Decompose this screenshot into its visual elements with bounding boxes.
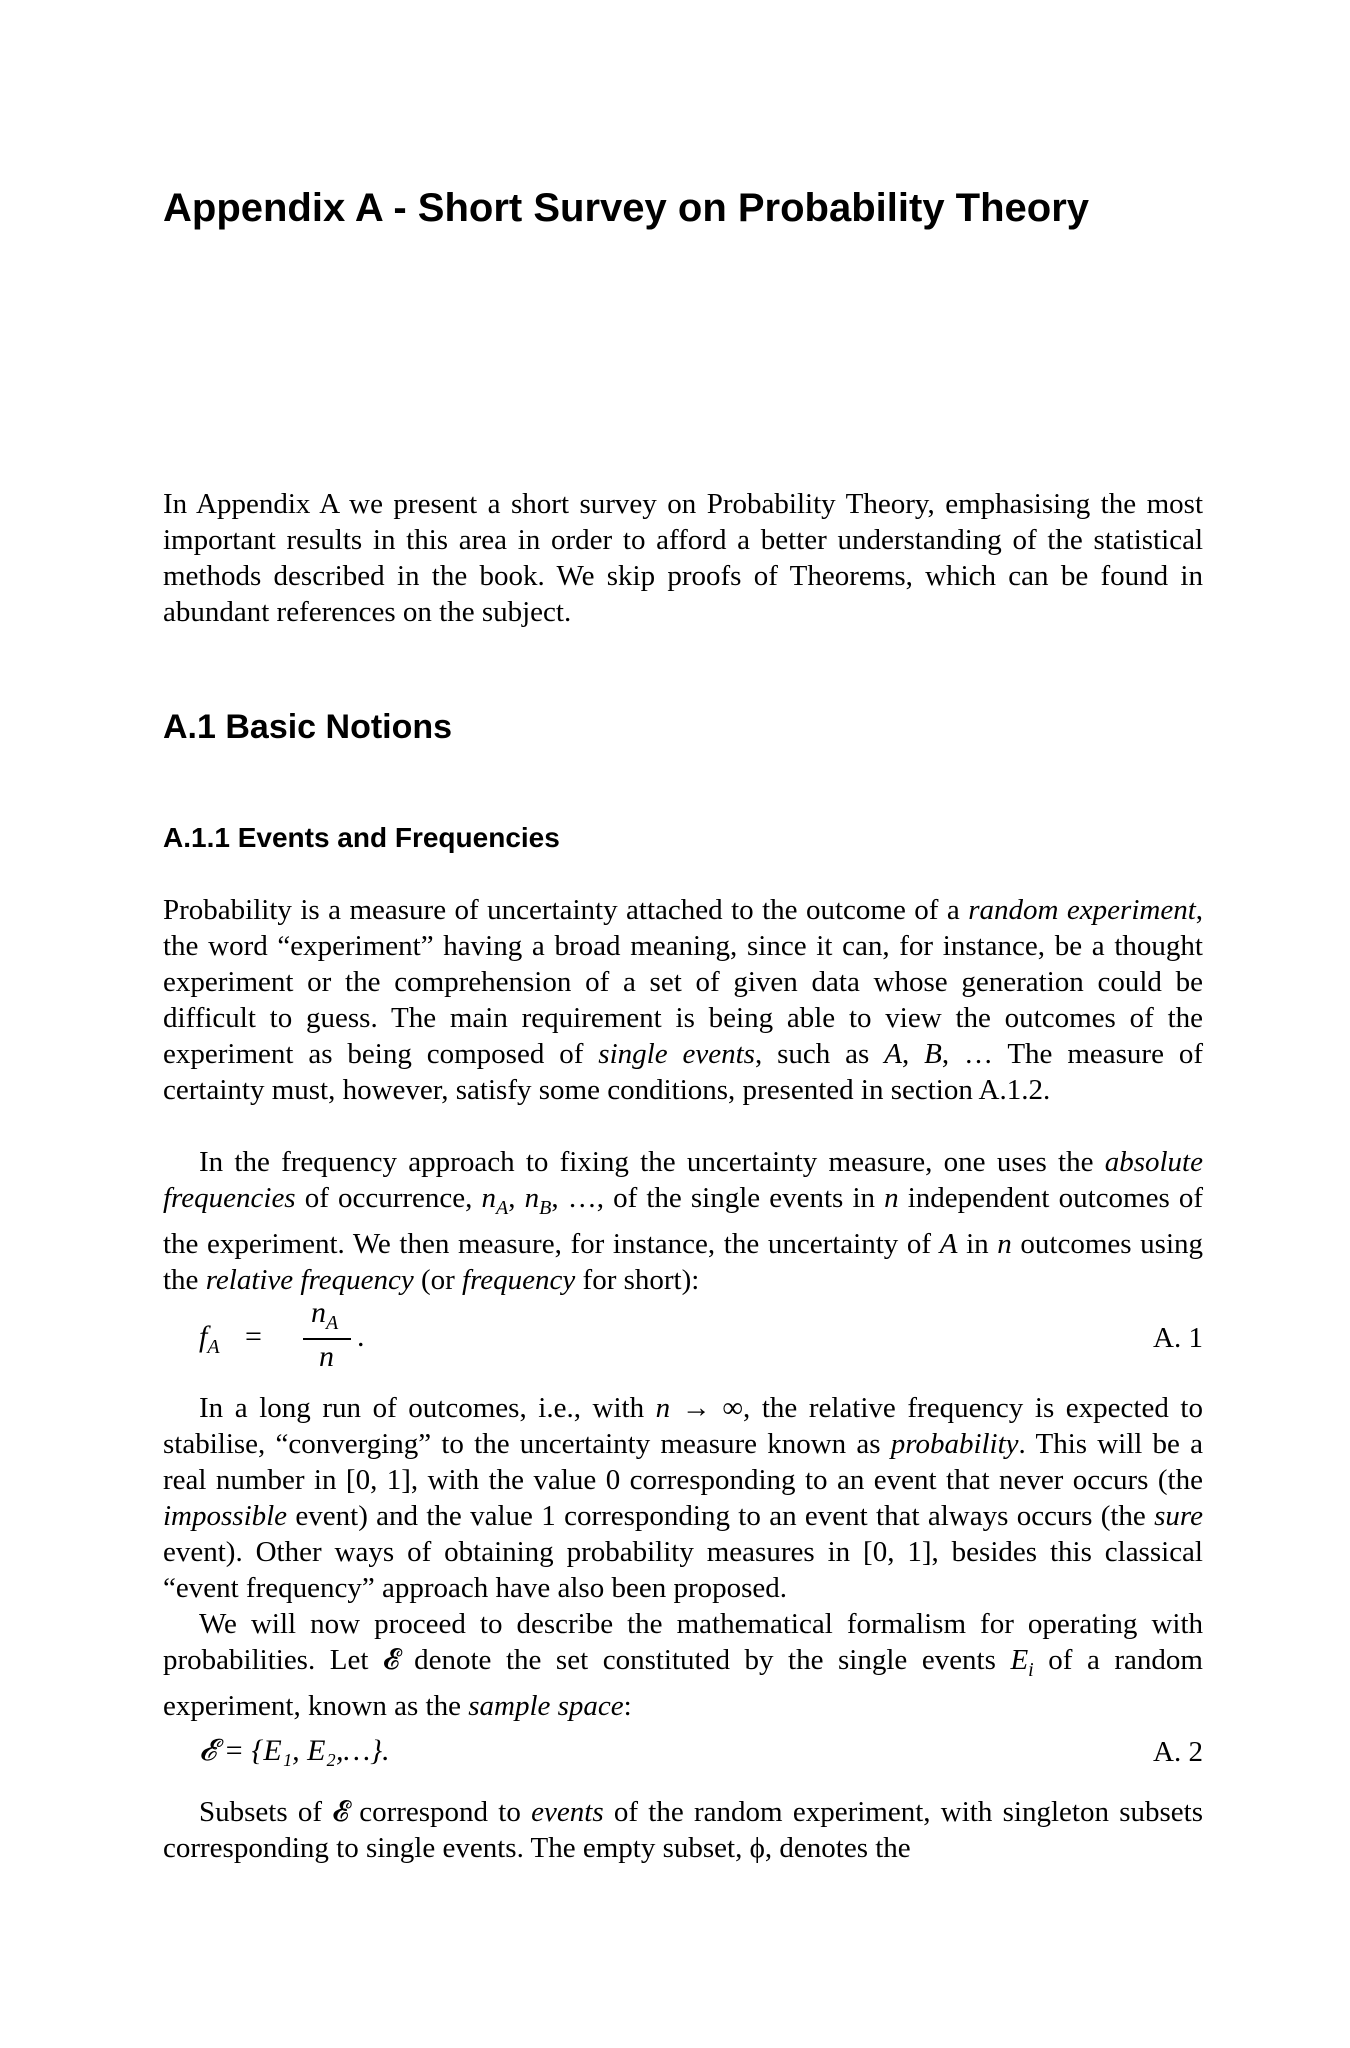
eq1-equals: =: [245, 1320, 262, 1353]
eq1-lhs: $f_A$: [199, 1320, 220, 1358]
subsection-heading: A.1.1 Events and Frequencies: [163, 822, 560, 853]
eq2-label: A. 2: [1153, 1736, 1203, 1768]
appendix-title: Appendix A - Short Survey on Probability Theory: [163, 186, 1090, 230]
paragraph-1: Probability is a measure of uncertainty attached to the outcome of a random experiment, the word “experiment” having a broad meaning, since it can, for instance, be a thought experiment or the comprehension of a set of given data whose generation could be difficult to guess. The main requirement is being able to view the outcomes of the experiment as being composed of single events, such as A, B, … The measure of certainty must, however, satisfy some conditions, presented in section A.1.2.: [163, 894, 1204, 1106]
eq1-label: A. 1: [1153, 1322, 1203, 1354]
equation-a2: [199, 1730, 1203, 1774]
eq2-expression: 𝓔 = {E₁, E₂,…}.: [199, 1734, 390, 1767]
paragraph-2: In the frequency approach to fixing the uncertainty measure, one uses the absolute frequencies of occurrence, $n_A$, $n_B$, …, of the single events in n independent outcomes of the experiment. We then measure, for instance, the uncertainty of A in n outcomes using the relative frequency (or frequency for short):: [163, 1146, 1204, 1296]
paragraph-3: In a long run of outcomes, i.e., with n → ∞, the relative frequency is expected to stabilise, “converging” to the uncertainty measure known as probability. This will be a real number in [0, 1], with the value 0 corresponding to an event that never occurs (the impossible event) and the value 1 corresponding to an event that always occurs (the sure event). Other ways of obtaining probability measures in [0, 1], besides this classical “event frequency” approach have also been proposed.: [163, 1392, 1203, 1604]
equation-a1: [199, 1296, 1203, 1380]
intro-paragraph: In Appendix A we present a short survey on Probability Theory, emphasising the most important results in this area in order to afford a better understanding of the statistical methods described in the book. We skip proofs of Theorems, which can be found in abundant references on the subject.: [163, 488, 1203, 628]
eq1-numerator: $n_A$: [311, 1296, 339, 1334]
paragraph-4: We will now proceed to describe the mathematical formalism for operating with probabilities. Let 𝓔 denote the set constituted by the single events $E_i$ of a random experiment, known as the sample space:: [163, 1608, 1203, 1722]
eq1-denominator: n: [319, 1340, 334, 1373]
paragraph-5: Subsets of 𝓔 correspond to events of the random experiment, with singleton subsets corresponding to single events. The empty subset, ϕ, denotes the: [163, 1796, 1203, 1864]
section-heading: A.1 Basic Notions: [163, 708, 453, 746]
eq1-period: .: [357, 1320, 365, 1353]
